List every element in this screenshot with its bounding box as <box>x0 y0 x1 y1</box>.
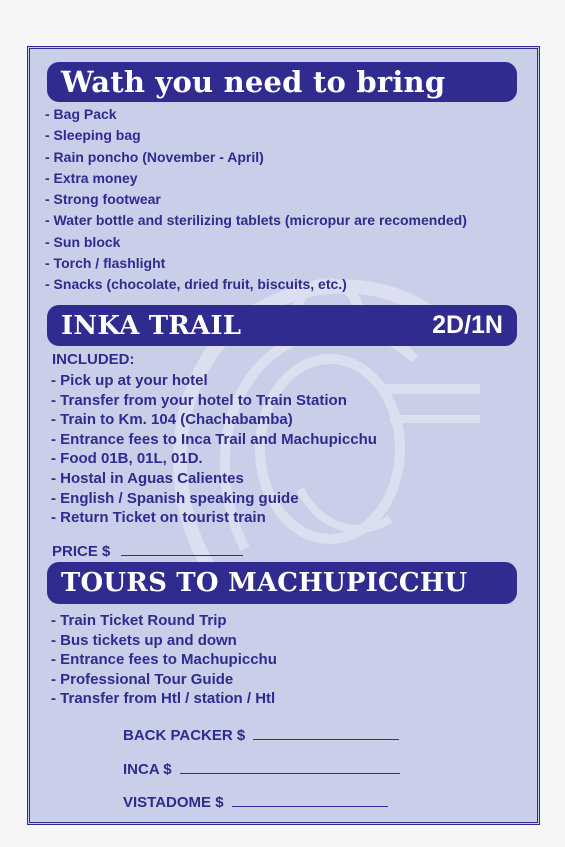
inka-trail-duration: 2D/1N <box>432 311 503 339</box>
list-item: - Extra money <box>45 169 138 186</box>
inca-price-field[interactable] <box>123 761 400 778</box>
list-item: - Sleeping bag <box>45 127 141 144</box>
inka-trail-heading: INKA TRAIL <box>61 310 242 341</box>
list-item: - Transfer from your hotel to Train Station <box>51 391 347 409</box>
tours-list <box>51 611 277 709</box>
vistadome-blank-line <box>232 794 388 807</box>
bring-banner <box>47 62 517 102</box>
list-item: - Sun block <box>45 233 121 250</box>
list-item: - Pick up at your hotel <box>51 372 208 389</box>
list-item: - Return Ticket on tourist train <box>51 509 266 527</box>
list-item: - Transfer from Htl / station / Htl <box>51 690 276 708</box>
tours-banner <box>47 562 517 604</box>
list-item: - Torch / flashlight <box>45 255 166 272</box>
inka-trail-list <box>51 371 377 528</box>
list-item: - Water bottle and sterilizing tablets (micropur are recomended) <box>45 212 467 229</box>
list-item: - Entrance fees to Machupicchu <box>51 651 277 669</box>
bring-heading: Wath you need to bring <box>61 65 446 99</box>
bring-list <box>45 104 467 296</box>
list-item: - Snacks (chocolate, dried fruit, biscuits, etc.) <box>45 276 347 293</box>
list-item: - Train to Km. 104 (Chachabamba) <box>51 411 293 429</box>
tours-heading: TOURS TO MACHUPICCHU <box>61 568 468 598</box>
list-item: - Train Ticket Round Trip <box>51 612 227 629</box>
included-label: INCLUDED: <box>52 351 135 368</box>
vistadome-price-field[interactable] <box>123 794 388 811</box>
flyer-panel <box>27 46 540 825</box>
list-item: - Bus tickets up and down <box>51 631 237 649</box>
list-item: - Strong footwear <box>45 191 161 208</box>
list-item: - Entrance fees to Inca Trail and Machupicchu <box>51 430 377 448</box>
list-item: - Food 01B, 01L, 01D. <box>51 450 203 468</box>
list-item: - Hostal in Aguas Calientes <box>51 469 244 487</box>
backpacker-price-field[interactable] <box>123 727 399 744</box>
list-item: - Rain poncho (November - April) <box>45 148 264 165</box>
inca-price-label: INCA $ <box>123 761 172 778</box>
inka-trail-price-field[interactable] <box>52 543 243 560</box>
backpacker-price-label: BACK PACKER $ <box>123 727 246 744</box>
inka-trail-banner <box>47 305 517 346</box>
inca-blank-line <box>180 761 400 774</box>
vistadome-price-label: VISTADOME $ <box>123 794 224 811</box>
list-item: - Bag Pack <box>45 106 117 122</box>
price-label: PRICE $ <box>52 543 111 560</box>
list-item: - English / Spanish speaking guide <box>51 489 299 507</box>
list-item: - Professional Tour Guide <box>51 670 234 688</box>
price-blank-line <box>121 543 243 556</box>
backpacker-blank-line <box>253 727 399 740</box>
